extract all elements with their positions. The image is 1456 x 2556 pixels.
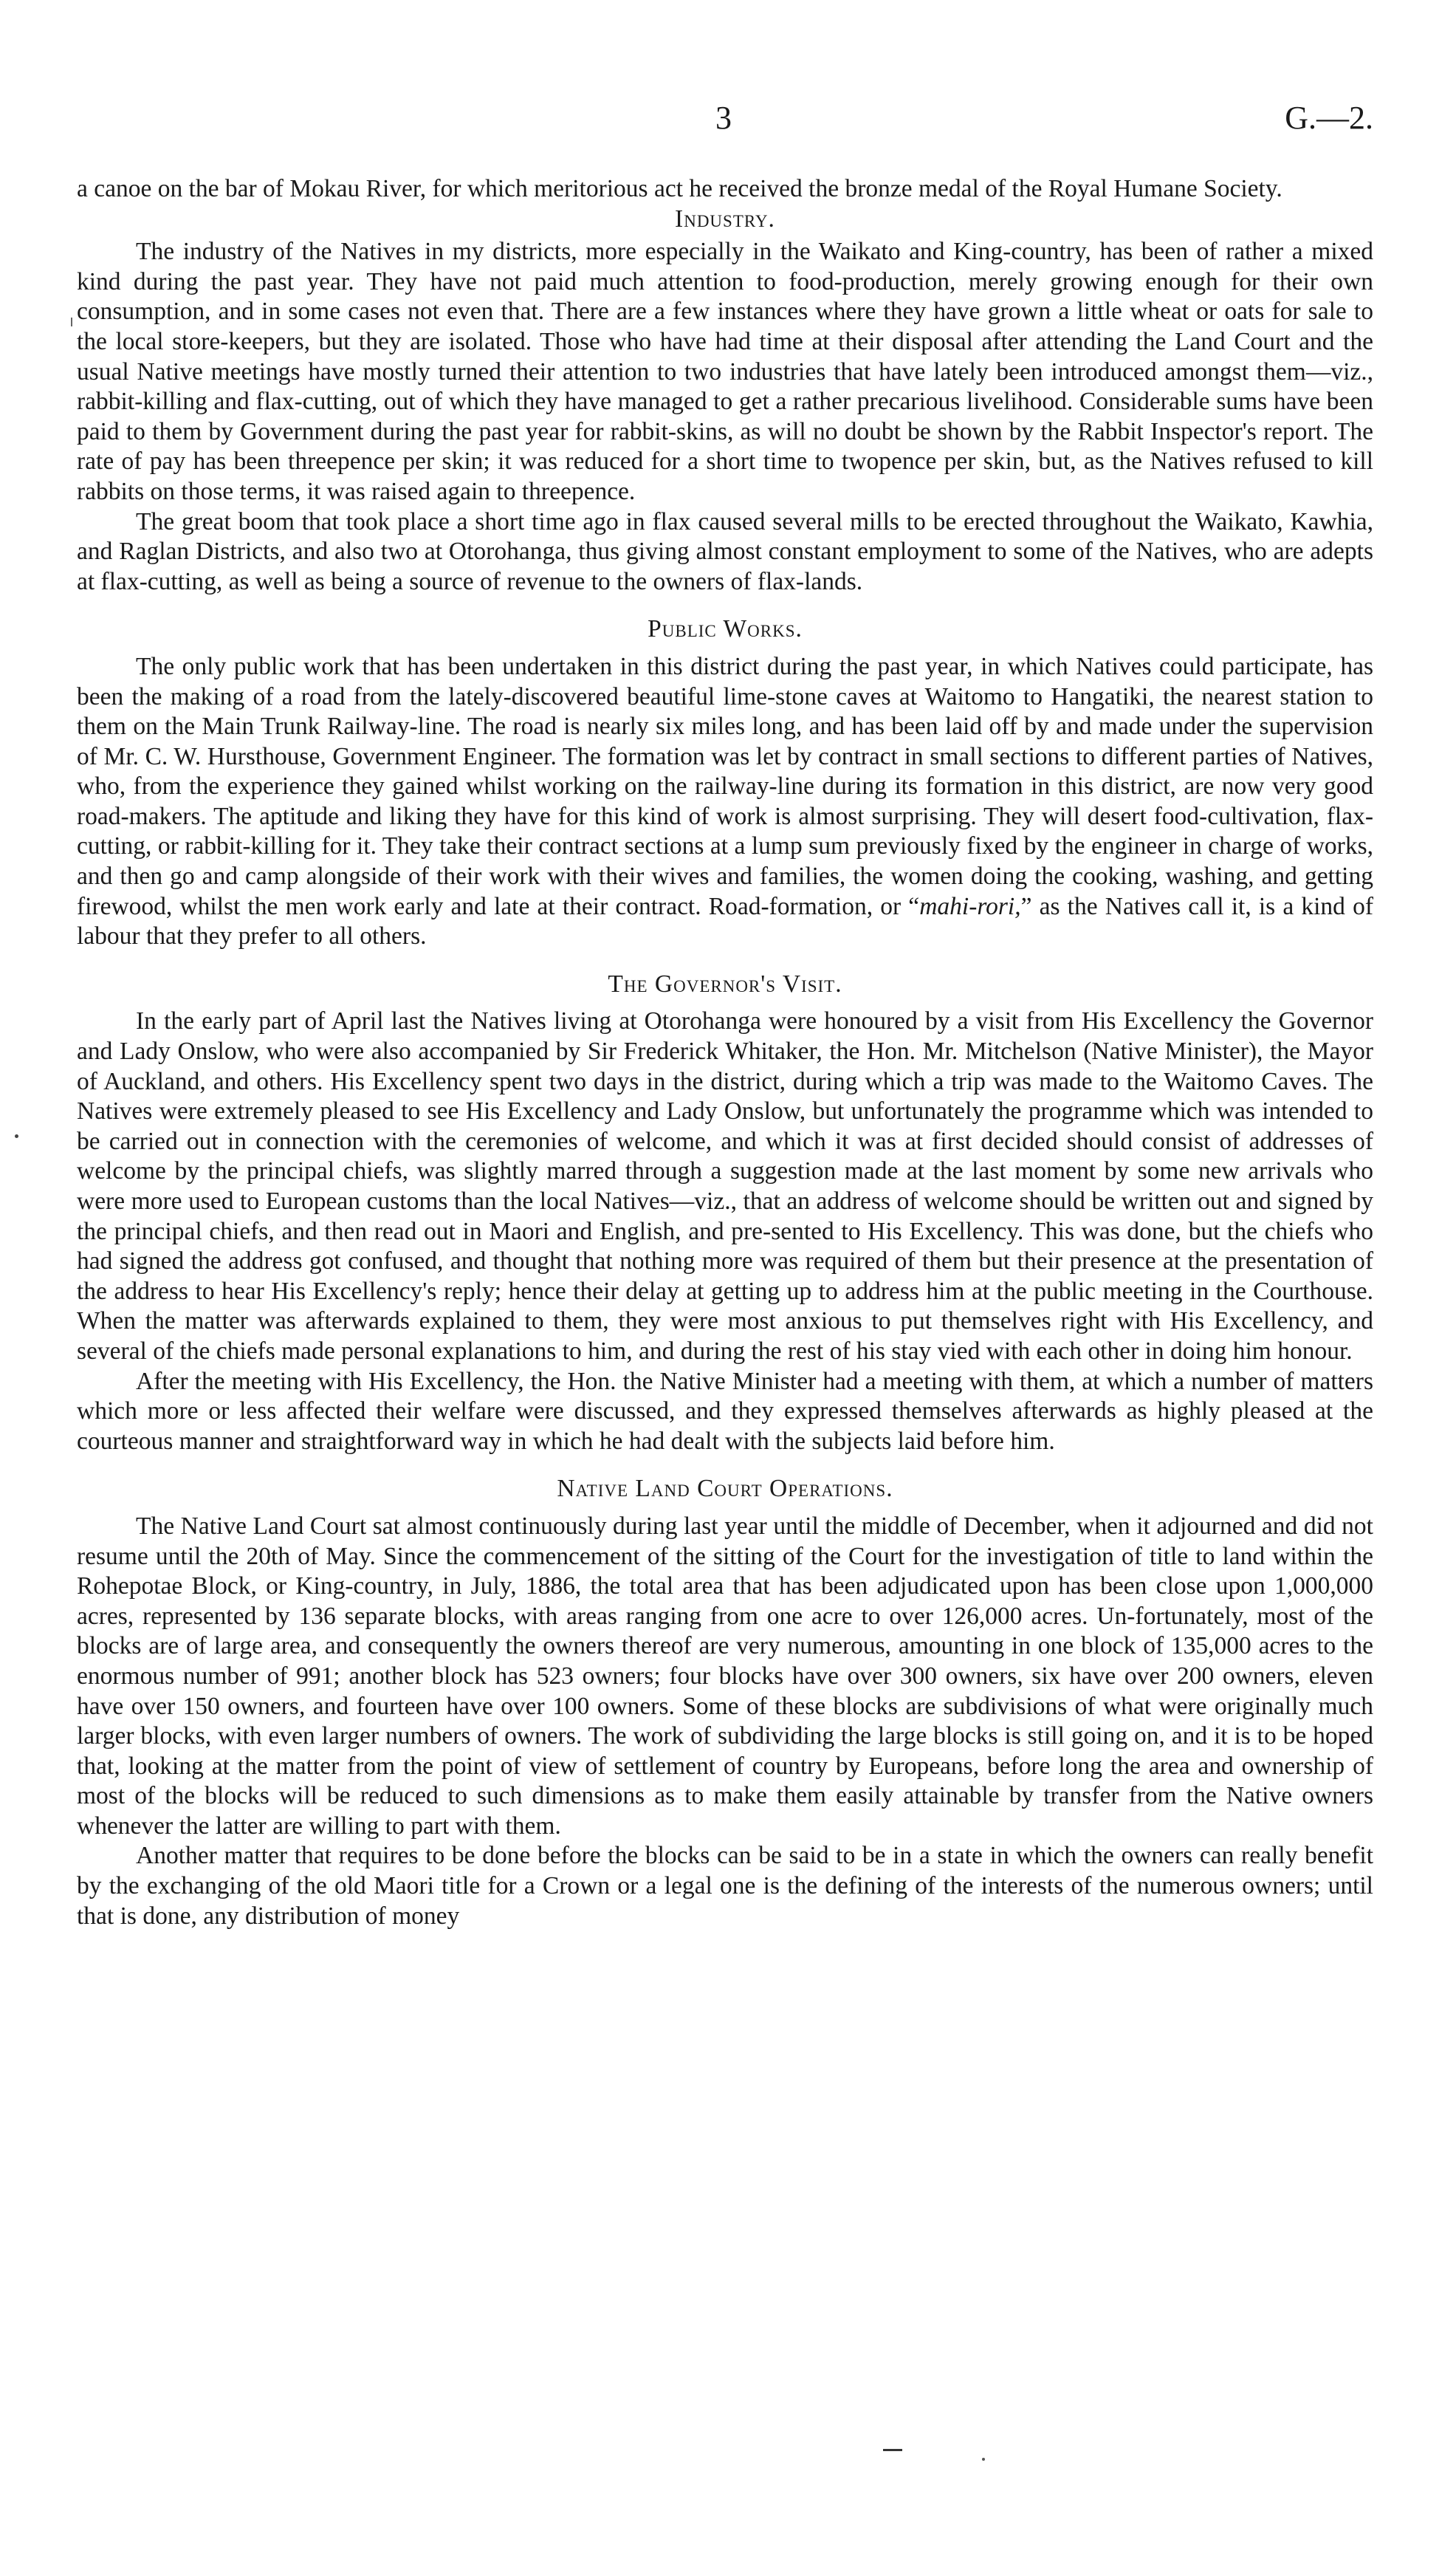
heading-public-works: Public Works. bbox=[648, 615, 803, 643]
margin-dot bbox=[15, 1134, 18, 1138]
footer-dot bbox=[982, 2458, 985, 2461]
page-header bbox=[74, 96, 1373, 140]
document-code: G.—2. bbox=[1285, 100, 1373, 136]
heading-industry: Industry. bbox=[675, 205, 775, 233]
paragraph-industry: The industry of the Natives in my districts, more especially in the Waikato and King-country, has been of rather a mixed kind during the past year. They have not paid much attention to food-production, merely growing enough for their own consumption, and in some cases not even that. There are a few instances where they have grown a little wheat or oats for sale to the local store-keepers, but they are isolated. Those who have had time at their disposal after attending the Land Court and the usual Native meetings have mostly turned their attention to two industries that have lately been introduced amongst them—viz., rabbit-killing and flax-cutting, out of which they have managed to get a rather precarious livelihood. Considerable sums have been paid to them by Government during the past year for rabbit-skins, as will no doubt be shown by the Rabbit Inspector's report. The rate of pay has been threepence per skin; it was reduced for a short time to twopence per skin, but, as the Natives refused to kill rabbits on those terms, it was raised again to threepence. bbox=[77, 238, 1373, 505]
paragraph-continuation: a canoe on the bar of Mokau River, for which meritorious act he received the bronze medal of the Royal Humane Society. bbox=[77, 175, 1282, 202]
paragraph-flax: The great boom that took place a short time ago in flax caused several mills to be erected throughout the Waikato, Kawhia, and Raglan Districts, and also two at Otorohanga, thus giving almost constant employment to some of the Natives, who are adepts at flax-cutting, as well as being a source of revenue to the owners of flax-lands. bbox=[77, 507, 1373, 595]
paragraph-native-minister: After the meeting with His Excellency, the Hon. the Native Minister had a meeting with them, at which a number of matters which more or less affected their welfare were discussed, and they expressed themselves afterwards as highly pleased at the courteous manner and straightforward way in which he had dealt with the subjects laid before him. bbox=[77, 1367, 1373, 1455]
heading-governors-visit: The Governor's Visit. bbox=[608, 970, 842, 998]
footer-mark bbox=[883, 2449, 902, 2451]
page-number: 3 bbox=[715, 100, 732, 136]
paragraph-land-court: The Native Land Court sat almost continuously during last year until the middle of December, when it adjourned and did not resume until the 20th of May. Since the commencement of the sitting of the Court for the investigation of title to land within the Rohepotae Block, or King-country, in July, 1886, the total area that has been adjudicated upon has been close upon 1,000,000 acres, represented by 136 separate blocks, with areas ranging from one acre to over 126,000 acres. Un-fortunately, most of the blocks are of large area, and consequently the owners thereof are very numerous, amounting in one block of 135,000 acres to the enormous number of 991; another block has 523 owners; four blocks have over 300 owners, six have over 200 owners, eleven have over 150 owners, and fourteen have over 100 owners. Some of these blocks are subdivisions of what were originally much larger blocks, with even larger numbers of owners. The work of subdividing the large blocks is still going on, and it is to be hoped that, looking at the matter from the point of view of settlement of country by Europeans, before long the area and ownership of most of the blocks will be reduced to such dimensions as to make them easily attainable by transfer from the Native owners whenever the latter are willing to part with them. bbox=[77, 1512, 1373, 1840]
body-text bbox=[77, 174, 1373, 1931]
heading-land-court: Native Land Court Operations. bbox=[557, 1475, 893, 1503]
margin-mark bbox=[71, 318, 72, 326]
paragraph-public-works bbox=[77, 652, 1373, 952]
paragraph-interests: Another matter that requires to be done before the blocks can be said to be in a state in which the owners can really benefit by the exchanging of the old Maori title for a Crown or a legal one is the defining of the interests of the numerous owners; until that is done, any distribution of money bbox=[77, 1842, 1373, 1930]
paragraph-governors-visit: In the early part of April last the Natives living at Otorohanga were honoured by a visit from His Excellency the Governor and Lady Onslow, who were also accompanied by Sir Frederick Whitaker, the Hon. Mr. Mitchelson (Native Minister), the Mayor of Auckland, and others. His Excellency spent two days in the district, during which a trip was made to the Waitomo Caves. The Natives were extremely pleased to see His Excellency and Lady Onslow, but unfortunately the programme which was intended to be carried out in connection with the ceremonies of welcome, and which it was at first decided should consist of addresses of welcome by the principal chiefs, was slightly marred through a suggestion made at the last moment by some new arrivals who were more used to European customs than the local Natives—viz., that an address of welcome should be written out and signed by the principal chiefs, and then read out in Maori and English, and pre-sented to His Excellency. This was done, but the chiefs who had signed the address got confused, and thought that nothing more was required of them but their presence at the presentation of the address to hear His Excellency's reply; hence their delay at getting up to address him at the public meeting in the Courthouse. When the matter was afterwards explained to them, they were most anxious to put themselves right with His Excellency, and several of the chiefs made personal explanations to him, and during the rest of his stay vied with each other in doing him honour. bbox=[77, 1007, 1373, 1365]
paragraph-public-works-text: The only public work that has been undertaken in this district during the past year, in which Natives could participate, has been the making of a road from the lately-discovered beautiful lime-stone caves at Waitomo to Hangatiki, the nearest station to them on the Main Trunk Railway-line. The road is nearly six miles long, and has been laid off by and made under the supervision of Mr. C. W. Hursthouse, Government Engineer. The formation was let by contract in small sections to different parties of Natives, who, from the experience they gained whilst working on the railway-line during its formation in this district, are now very good road-makers. The aptitude and liking they have for this kind of work is almost surprising. They will desert food-cultivation, flax-cutting, or rabbit-killing for it. They take their contract sections at a lump sum previously fixed by the engineer in charge of works, and then go and camp alongside of their work with their wives and families, the women doing the cooking, washing, and getting firewood, whilst the men work early and late at their contract. Road-formation, or “ bbox=[77, 652, 1373, 920]
paragraph-public-works-end: ” as the Natives call it, is a kind of labour that they prefer to all others. bbox=[77, 892, 1373, 950]
maori-term: mahi-rori, bbox=[919, 892, 1021, 920]
